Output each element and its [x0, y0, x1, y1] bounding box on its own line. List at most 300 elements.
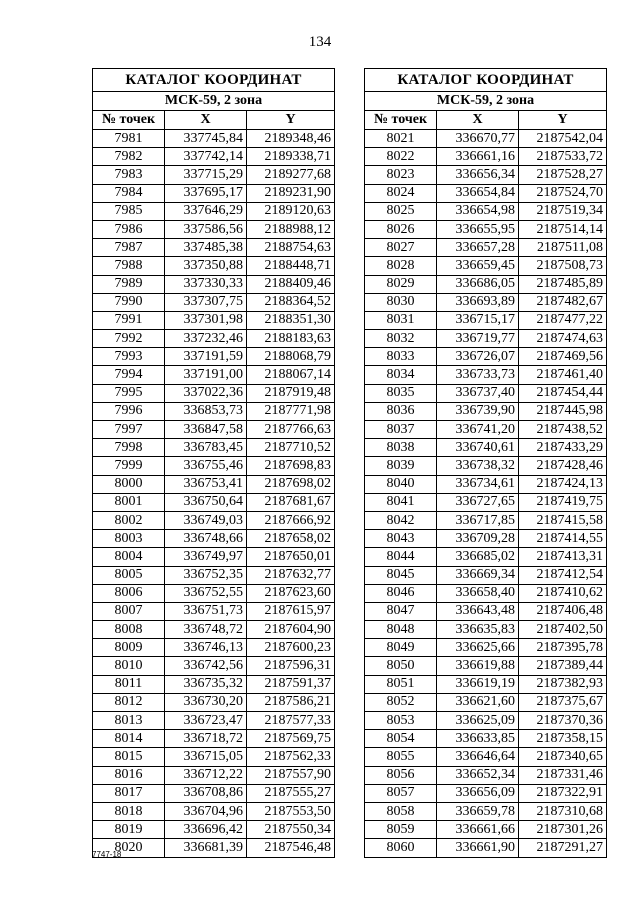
y-coordinate-cell: 2189338,71: [247, 148, 335, 166]
table-row: [365, 239, 607, 257]
table-row: [93, 439, 335, 457]
point-number-cell: 8015: [93, 748, 165, 766]
y-coordinate-cell: 2187406,48: [519, 602, 607, 620]
x-coordinate-cell: 336752,35: [165, 566, 247, 584]
x-coordinate-cell: 337350,88: [165, 257, 247, 275]
table-row: [365, 366, 607, 384]
table-row: [93, 730, 335, 748]
table-row: [93, 184, 335, 202]
table-row: [365, 475, 607, 493]
y-coordinate-cell: 2187533,72: [519, 148, 607, 166]
table-row: [365, 802, 607, 820]
y-coordinate-cell: 2187666,92: [247, 511, 335, 529]
x-coordinate-cell: 336693,89: [437, 293, 519, 311]
x-coordinate-cell: 336719,77: [437, 330, 519, 348]
point-number-cell: 7990: [93, 293, 165, 311]
point-number-cell: 8004: [93, 548, 165, 566]
x-coordinate-cell: 336681,39: [165, 839, 247, 857]
table-row: [93, 784, 335, 802]
table-row: [365, 311, 607, 329]
table-row: [93, 130, 335, 148]
point-number-cell: 7993: [93, 348, 165, 366]
x-coordinate-cell: 336748,72: [165, 621, 247, 639]
x-coordinate-cell: 336730,20: [165, 693, 247, 711]
table-subtitle: МСК-59, 2 зона: [365, 92, 607, 111]
point-number-cell: 8040: [365, 475, 437, 493]
point-number-cell: 7994: [93, 366, 165, 384]
point-number-cell: 7996: [93, 402, 165, 420]
y-coordinate-cell: 2187766,63: [247, 421, 335, 439]
point-number-cell: 8031: [365, 311, 437, 329]
y-coordinate-cell: 2189348,46: [247, 130, 335, 148]
x-coordinate-cell: 336686,05: [437, 275, 519, 293]
y-coordinate-cell: 2187698,83: [247, 457, 335, 475]
y-coordinate-cell: 2188364,52: [247, 293, 335, 311]
table-row: [93, 202, 335, 220]
point-number-cell: 7986: [93, 220, 165, 238]
point-number-cell: 8044: [365, 548, 437, 566]
table-row: [93, 657, 335, 675]
point-number-cell: 8050: [365, 657, 437, 675]
y-coordinate-cell: 2187370,36: [519, 712, 607, 730]
x-coordinate-cell: 336656,09: [437, 784, 519, 802]
y-coordinate-cell: 2189120,63: [247, 202, 335, 220]
point-number-cell: 7998: [93, 439, 165, 457]
table-row: [365, 421, 607, 439]
table-row: [93, 293, 335, 311]
y-coordinate-cell: 2187454,44: [519, 384, 607, 402]
table-row: [365, 348, 607, 366]
point-number-cell: 8032: [365, 330, 437, 348]
point-number-cell: 7989: [93, 275, 165, 293]
point-number-cell: 8001: [93, 493, 165, 511]
table-row: [93, 511, 335, 529]
point-number-cell: 8053: [365, 712, 437, 730]
x-coordinate-cell: 336655,95: [437, 220, 519, 238]
x-coordinate-cell: 336726,07: [437, 348, 519, 366]
table-row: [93, 257, 335, 275]
y-coordinate-cell: 2187600,23: [247, 639, 335, 657]
x-coordinate-cell: 336741,20: [437, 421, 519, 439]
footer-code: 7747-18: [92, 850, 122, 859]
point-number-cell: 8055: [365, 748, 437, 766]
x-coordinate-cell: 336738,32: [437, 457, 519, 475]
point-number-cell: 8043: [365, 530, 437, 548]
y-coordinate-cell: 2187477,22: [519, 311, 607, 329]
y-coordinate-cell: 2187438,52: [519, 421, 607, 439]
x-coordinate-cell: 336712,22: [165, 766, 247, 784]
table-title: КАТАЛОГ КООРДИНАТ: [93, 69, 335, 92]
point-number-cell: 8009: [93, 639, 165, 657]
point-number-cell: 7991: [93, 311, 165, 329]
point-number-cell: 8051: [365, 675, 437, 693]
point-number-cell: 8019: [93, 821, 165, 839]
x-coordinate-cell: 336727,65: [437, 493, 519, 511]
point-number-cell: 8030: [365, 293, 437, 311]
point-number-cell: 8018: [93, 802, 165, 820]
table-row: [365, 330, 607, 348]
y-coordinate-cell: 2187586,21: [247, 693, 335, 711]
x-coordinate-cell: 336696,42: [165, 821, 247, 839]
table-row: [365, 457, 607, 475]
point-number-cell: 8027: [365, 239, 437, 257]
y-coordinate-cell: 2187301,26: [519, 821, 607, 839]
table-row: [93, 821, 335, 839]
page-number: 134: [308, 34, 332, 50]
y-coordinate-cell: 2187596,31: [247, 657, 335, 675]
x-coordinate-cell: 336739,90: [437, 402, 519, 420]
x-coordinate-cell: 337715,29: [165, 166, 247, 184]
y-coordinate-cell: 2188351,30: [247, 311, 335, 329]
point-number-cell: 7985: [93, 202, 165, 220]
x-coordinate-cell: 337485,38: [165, 239, 247, 257]
column-header-y: Y: [519, 111, 607, 130]
y-coordinate-cell: 2187519,34: [519, 202, 607, 220]
point-number-cell: 7981: [93, 130, 165, 148]
table-row: [365, 748, 607, 766]
x-coordinate-cell: 337301,98: [165, 311, 247, 329]
y-coordinate-cell: 2187428,46: [519, 457, 607, 475]
table-row: [93, 530, 335, 548]
y-coordinate-cell: 2187414,55: [519, 530, 607, 548]
x-coordinate-cell: 336625,66: [437, 639, 519, 657]
point-number-cell: 8025: [365, 202, 437, 220]
point-number-cell: 8023: [365, 166, 437, 184]
y-coordinate-cell: 2188988,12: [247, 220, 335, 238]
table-row: [365, 784, 607, 802]
y-coordinate-cell: 2187413,31: [519, 548, 607, 566]
x-coordinate-cell: 336746,13: [165, 639, 247, 657]
x-coordinate-cell: 336659,45: [437, 257, 519, 275]
x-coordinate-cell: 337742,14: [165, 148, 247, 166]
point-number-cell: 8006: [93, 584, 165, 602]
column-header-point-number: № точек: [365, 111, 437, 130]
point-number-cell: 8020: [93, 839, 165, 857]
point-number-cell: 8058: [365, 802, 437, 820]
y-coordinate-cell: 2187415,58: [519, 511, 607, 529]
table-row: [365, 402, 607, 420]
x-coordinate-cell: 336715,05: [165, 748, 247, 766]
table-row: [93, 475, 335, 493]
point-number-cell: 8026: [365, 220, 437, 238]
y-coordinate-cell: 2189231,90: [247, 184, 335, 202]
x-coordinate-cell: 336669,34: [437, 566, 519, 584]
x-coordinate-cell: 336635,83: [437, 621, 519, 639]
y-coordinate-cell: 2187658,02: [247, 530, 335, 548]
table-row: [365, 184, 607, 202]
table-row: [93, 311, 335, 329]
point-number-cell: 7984: [93, 184, 165, 202]
y-coordinate-cell: 2187410,62: [519, 584, 607, 602]
x-coordinate-cell: 336717,85: [437, 511, 519, 529]
table-row: [93, 802, 335, 820]
point-number-cell: 8029: [365, 275, 437, 293]
point-number-cell: 8005: [93, 566, 165, 584]
y-coordinate-cell: 2187291,27: [519, 839, 607, 857]
point-number-cell: 8022: [365, 148, 437, 166]
point-number-cell: 8045: [365, 566, 437, 584]
x-coordinate-cell: 336749,03: [165, 511, 247, 529]
table-row: [93, 766, 335, 784]
x-coordinate-cell: 336621,60: [437, 693, 519, 711]
table-row: [93, 148, 335, 166]
table-row: [93, 675, 335, 693]
point-number-cell: 8046: [365, 584, 437, 602]
x-coordinate-cell: 336659,78: [437, 802, 519, 820]
y-coordinate-cell: 2187562,33: [247, 748, 335, 766]
y-coordinate-cell: 2187389,44: [519, 657, 607, 675]
x-coordinate-cell: 336661,66: [437, 821, 519, 839]
table-row: [365, 657, 607, 675]
y-coordinate-cell: 2187412,54: [519, 566, 607, 584]
y-coordinate-cell: 2188448,71: [247, 257, 335, 275]
y-coordinate-cell: 2187698,02: [247, 475, 335, 493]
y-coordinate-cell: 2187528,27: [519, 166, 607, 184]
y-coordinate-cell: 2187632,77: [247, 566, 335, 584]
table-row: [93, 693, 335, 711]
y-coordinate-cell: 2187650,01: [247, 548, 335, 566]
table-row: [365, 257, 607, 275]
table-body: [365, 130, 607, 858]
y-coordinate-cell: 2187474,63: [519, 330, 607, 348]
x-coordinate-cell: 336748,66: [165, 530, 247, 548]
y-coordinate-cell: 2187919,48: [247, 384, 335, 402]
table-row: [365, 166, 607, 184]
x-coordinate-cell: 336654,84: [437, 184, 519, 202]
x-coordinate-cell: 336750,64: [165, 493, 247, 511]
y-coordinate-cell: 2187569,75: [247, 730, 335, 748]
y-coordinate-cell: 2187550,34: [247, 821, 335, 839]
table-row: [93, 493, 335, 511]
point-number-cell: 8059: [365, 821, 437, 839]
table-row: [365, 530, 607, 548]
point-number-cell: 8017: [93, 784, 165, 802]
table-row: [365, 730, 607, 748]
y-coordinate-cell: 2187511,08: [519, 239, 607, 257]
x-coordinate-cell: 336718,72: [165, 730, 247, 748]
column-header-point-number: № точек: [93, 111, 165, 130]
coordinate-catalog-table-left: [92, 68, 335, 858]
table-row: [365, 130, 607, 148]
table-row: [365, 675, 607, 693]
x-coordinate-cell: 336661,90: [437, 839, 519, 857]
x-coordinate-cell: 336740,61: [437, 439, 519, 457]
point-number-cell: 8008: [93, 621, 165, 639]
y-coordinate-cell: 2187331,46: [519, 766, 607, 784]
point-number-cell: 8007: [93, 602, 165, 620]
x-coordinate-cell: 336737,40: [437, 384, 519, 402]
table-row: [365, 693, 607, 711]
y-coordinate-cell: 2187577,33: [247, 712, 335, 730]
point-number-cell: 8035: [365, 384, 437, 402]
table-row: [365, 821, 607, 839]
point-number-cell: 8000: [93, 475, 165, 493]
y-coordinate-cell: 2187553,50: [247, 802, 335, 820]
table-row: [365, 548, 607, 566]
y-coordinate-cell: 2187310,68: [519, 802, 607, 820]
x-coordinate-cell: 336619,88: [437, 657, 519, 675]
y-coordinate-cell: 2187508,73: [519, 257, 607, 275]
x-coordinate-cell: 337586,56: [165, 220, 247, 238]
coordinate-catalog-table-right: [364, 68, 607, 858]
x-coordinate-cell: 336735,32: [165, 675, 247, 693]
point-number-cell: 8028: [365, 257, 437, 275]
x-coordinate-cell: 336704,96: [165, 802, 247, 820]
x-coordinate-cell: 336652,34: [437, 766, 519, 784]
point-number-cell: 8042: [365, 511, 437, 529]
y-coordinate-cell: 2188409,46: [247, 275, 335, 293]
point-number-cell: 8057: [365, 784, 437, 802]
x-coordinate-cell: 337745,84: [165, 130, 247, 148]
y-coordinate-cell: 2188068,79: [247, 348, 335, 366]
x-coordinate-cell: 336685,02: [437, 548, 519, 566]
y-coordinate-cell: 2187514,14: [519, 220, 607, 238]
x-coordinate-cell: 336661,16: [437, 148, 519, 166]
x-coordinate-cell: 336625,09: [437, 712, 519, 730]
x-coordinate-cell: 336752,55: [165, 584, 247, 602]
y-coordinate-cell: 2187557,90: [247, 766, 335, 784]
point-number-cell: 7997: [93, 421, 165, 439]
point-number-cell: 8033: [365, 348, 437, 366]
point-number-cell: 8041: [365, 493, 437, 511]
table-row: [365, 148, 607, 166]
y-coordinate-cell: 2187604,90: [247, 621, 335, 639]
table-row: [93, 712, 335, 730]
table-row: [93, 402, 335, 420]
y-coordinate-cell: 2187555,27: [247, 784, 335, 802]
point-number-cell: 7992: [93, 330, 165, 348]
table-row: [93, 566, 335, 584]
table-row: [93, 639, 335, 657]
table-row: [93, 421, 335, 439]
x-coordinate-cell: 336783,45: [165, 439, 247, 457]
table-row: [365, 712, 607, 730]
y-coordinate-cell: 2187591,37: [247, 675, 335, 693]
y-coordinate-cell: 2187419,75: [519, 493, 607, 511]
y-coordinate-cell: 2187358,15: [519, 730, 607, 748]
point-number-cell: 8011: [93, 675, 165, 693]
point-number-cell: 7988: [93, 257, 165, 275]
x-coordinate-cell: 337695,17: [165, 184, 247, 202]
point-number-cell: 8013: [93, 712, 165, 730]
table-row: [365, 766, 607, 784]
y-coordinate-cell: 2187461,40: [519, 366, 607, 384]
point-number-cell: 8034: [365, 366, 437, 384]
y-coordinate-cell: 2187623,60: [247, 584, 335, 602]
table-row: [93, 220, 335, 238]
table-row: [365, 511, 607, 529]
x-coordinate-cell: 336751,73: [165, 602, 247, 620]
point-number-cell: 8054: [365, 730, 437, 748]
column-header-x: X: [437, 111, 519, 130]
table-row: [365, 584, 607, 602]
x-coordinate-cell: 337191,00: [165, 366, 247, 384]
point-number-cell: 8039: [365, 457, 437, 475]
table-row: [93, 239, 335, 257]
x-coordinate-cell: 336670,77: [437, 130, 519, 148]
table-subtitle: МСК-59, 2 зона: [93, 92, 335, 111]
point-number-cell: 8056: [365, 766, 437, 784]
point-number-cell: 8010: [93, 657, 165, 675]
x-coordinate-cell: 336619,19: [437, 675, 519, 693]
point-number-cell: 8048: [365, 621, 437, 639]
x-coordinate-cell: 336657,28: [437, 239, 519, 257]
table-row: [365, 439, 607, 457]
x-coordinate-cell: 336708,86: [165, 784, 247, 802]
table-row: [365, 493, 607, 511]
x-coordinate-cell: 336733,73: [437, 366, 519, 384]
y-coordinate-cell: 2187395,78: [519, 639, 607, 657]
x-coordinate-cell: 336654,98: [437, 202, 519, 220]
y-coordinate-cell: 2187681,67: [247, 493, 335, 511]
y-coordinate-cell: 2187485,89: [519, 275, 607, 293]
table-row: [93, 548, 335, 566]
table-row: [93, 275, 335, 293]
table-row: [365, 566, 607, 584]
point-number-cell: 8003: [93, 530, 165, 548]
y-coordinate-cell: 2187375,67: [519, 693, 607, 711]
table-row: [93, 366, 335, 384]
x-coordinate-cell: 337191,59: [165, 348, 247, 366]
table-title: КАТАЛОГ КООРДИНАТ: [365, 69, 607, 92]
y-coordinate-cell: 2187433,29: [519, 439, 607, 457]
table-row: [365, 621, 607, 639]
x-coordinate-cell: 336847,58: [165, 421, 247, 439]
x-coordinate-cell: 337330,33: [165, 275, 247, 293]
column-header-x: X: [165, 111, 247, 130]
table-row: [365, 639, 607, 657]
x-coordinate-cell: 336753,41: [165, 475, 247, 493]
x-coordinate-cell: 337307,75: [165, 293, 247, 311]
table-row: [93, 166, 335, 184]
column-header-y: Y: [247, 111, 335, 130]
table-row: [365, 202, 607, 220]
x-coordinate-cell: 336853,73: [165, 402, 247, 420]
table-row: [93, 384, 335, 402]
point-number-cell: 7982: [93, 148, 165, 166]
point-number-cell: 8049: [365, 639, 437, 657]
y-coordinate-cell: 2187524,70: [519, 184, 607, 202]
table-row: [93, 748, 335, 766]
y-coordinate-cell: 2187710,52: [247, 439, 335, 457]
table-row: [365, 602, 607, 620]
point-number-cell: 8037: [365, 421, 437, 439]
table-row: [93, 621, 335, 639]
x-coordinate-cell: 337646,29: [165, 202, 247, 220]
y-coordinate-cell: 2187482,67: [519, 293, 607, 311]
table-row: [93, 602, 335, 620]
point-number-cell: 8014: [93, 730, 165, 748]
x-coordinate-cell: 336656,34: [437, 166, 519, 184]
x-coordinate-cell: 336646,64: [437, 748, 519, 766]
point-number-cell: 8021: [365, 130, 437, 148]
point-number-cell: 8047: [365, 602, 437, 620]
point-number-cell: 7987: [93, 239, 165, 257]
table-row: [93, 457, 335, 475]
x-coordinate-cell: 336755,46: [165, 457, 247, 475]
point-number-cell: 8012: [93, 693, 165, 711]
table-row: [365, 839, 607, 857]
point-number-cell: 8052: [365, 693, 437, 711]
table-row: [93, 330, 335, 348]
y-coordinate-cell: 2187424,13: [519, 475, 607, 493]
y-coordinate-cell: 2188183,63: [247, 330, 335, 348]
point-number-cell: 8038: [365, 439, 437, 457]
y-coordinate-cell: 2187445,98: [519, 402, 607, 420]
table-row: [365, 293, 607, 311]
y-coordinate-cell: 2187322,91: [519, 784, 607, 802]
y-coordinate-cell: 2188754,63: [247, 239, 335, 257]
